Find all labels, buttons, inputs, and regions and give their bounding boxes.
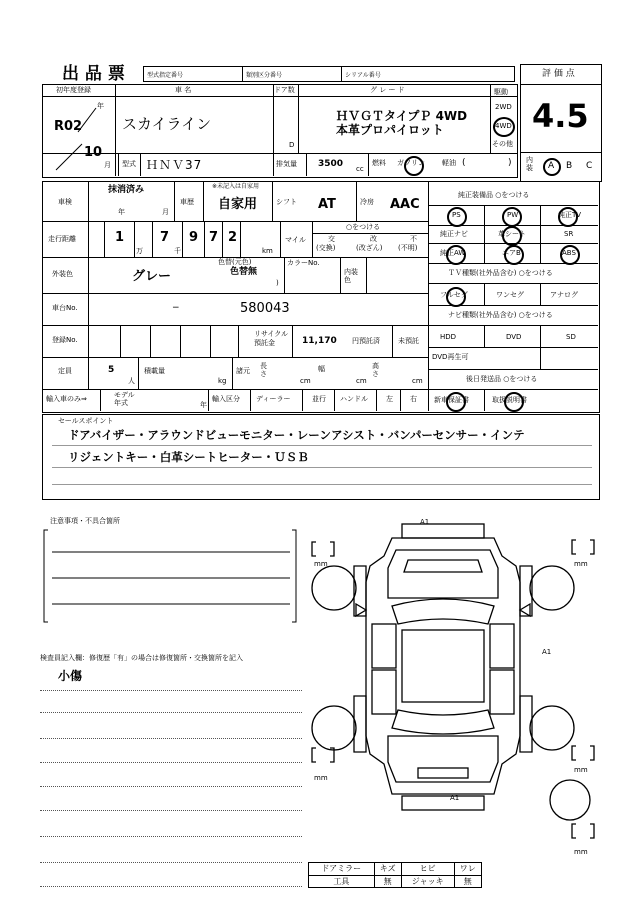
recycle-deposited: 円預託済: [352, 337, 380, 345]
dvd-play-label: DVD再生可: [432, 353, 469, 361]
legend-tools-value: 無: [374, 875, 401, 888]
capacity-label: 定員: [58, 367, 72, 375]
nav-sd: SD: [566, 333, 576, 341]
caution-label: 注意事項・不具合箇所: [50, 517, 120, 525]
height-label: 高さ: [372, 362, 379, 378]
chassis-value: 580043: [240, 301, 290, 316]
mm-label: mm: [314, 774, 328, 782]
damage-mark-rear: A1: [450, 794, 460, 802]
width-cm: cm: [356, 377, 367, 385]
displacement: 3500: [318, 159, 344, 169]
nav-dvd: DVD: [506, 333, 522, 341]
score-label: 評 価 点: [542, 69, 575, 79]
later-title: 後日発送品 ○をつける: [466, 375, 538, 383]
drive-2wd: 2WD: [495, 103, 512, 111]
equip-airbag-circle: [504, 245, 524, 265]
drive-4wd-circle: [493, 117, 515, 137]
sen-unit: 千: [174, 247, 181, 255]
capacity-value: 5: [108, 365, 115, 375]
tv-analog: アナログ: [550, 291, 578, 299]
legend-header-mirror: ドアミラー: [309, 863, 375, 876]
mile-opt-unknown: (不明): [398, 244, 418, 252]
later-manual: 取扱説明書: [492, 396, 527, 404]
height-cm: cm: [412, 377, 423, 385]
grade-label: グ レ ー ド: [370, 86, 405, 94]
history-value: 自家用: [218, 197, 258, 212]
inspector-value: 小傷: [58, 669, 83, 683]
equip-leather: 革シート: [498, 230, 526, 238]
mm-label: mm: [574, 848, 588, 856]
cooler-value: AAC: [390, 197, 420, 212]
shift-label: シフト: [276, 198, 297, 206]
later-manual-circle: [504, 392, 524, 412]
nav-hdd: HDD: [440, 333, 457, 341]
car-name: スカイライン: [122, 115, 212, 133]
equip-aw-circle: [446, 245, 466, 265]
date-slash: [52, 100, 112, 172]
length-cm: cm: [300, 377, 311, 385]
model-label: 型式: [122, 160, 136, 168]
tv-fullseg-circle: [446, 287, 466, 307]
inspector-label: 検査員記入欄：修復歴「有」の場合は修復箇所・交換箇所を記入: [40, 654, 243, 662]
equip-leather-circle: [502, 226, 522, 246]
drive-other: その他: [492, 140, 513, 148]
fuel-paren-close: ): [508, 158, 512, 168]
import-label: 輸入車のみ⇒: [46, 395, 87, 403]
repaint-value: 色替無: [230, 267, 258, 277]
grade-line2: 本革プロパイロット: [336, 123, 444, 137]
first-reg-month: 10: [84, 145, 103, 160]
sales-line2: リジェントキー・白革シートヒーター・ＵＳＢ: [68, 450, 309, 464]
inspection-month: 月: [162, 208, 169, 216]
fuel-paren-open: (: [462, 158, 466, 168]
equip-ps-circle: [447, 207, 467, 227]
interior-label: 内装: [526, 156, 533, 172]
fuel-gas: ガソリン: [397, 159, 425, 167]
model-year-label: モデル年式: [114, 391, 135, 407]
mileage-circle-note: ○をつける: [346, 223, 381, 231]
kg-unit: kg: [218, 377, 227, 385]
mile-mark-exchange: 交: [328, 235, 335, 243]
mileage-digit-4: 7: [209, 230, 219, 245]
dims-label: 諸元: [236, 367, 250, 375]
car-damage-diagram: [306, 506, 606, 856]
equipment-title: 純正装備品 ○をつける: [458, 191, 530, 199]
model-cert-label: 型式指定番号: [144, 67, 243, 82]
inspection-label: 車検: [58, 198, 72, 206]
mile-label: マイル: [285, 236, 306, 244]
later-warranty: 新車保証書: [434, 396, 469, 404]
history-note: ※未記入は自家用: [212, 183, 260, 190]
cc-unit: cc: [356, 165, 364, 173]
doors-label: ドア数: [274, 86, 295, 94]
person-unit: 人: [128, 377, 135, 385]
equip-ps: PS: [452, 211, 461, 219]
km-unit: km: [262, 247, 273, 255]
equip-pw: PW: [507, 211, 519, 219]
mile-opt-tamper: (改ざん): [356, 244, 383, 252]
mileage-label: 走行距離: [48, 235, 76, 243]
score-value: 4.5: [532, 97, 589, 135]
mm-label: mm: [574, 560, 588, 568]
recycle-value: 11,170: [302, 336, 337, 346]
handle-left: 左: [386, 395, 393, 403]
legend-jack-value: 無: [454, 875, 481, 888]
width-label: 幅: [318, 365, 325, 373]
header-id-table: [143, 66, 515, 82]
mm-label: mm: [574, 766, 588, 774]
nav-title: ナビ種類(社外品含む) ○をつける: [448, 311, 553, 319]
import-type-label: 輸入区分: [212, 395, 240, 403]
class-label: 類別区分番号: [243, 67, 342, 82]
repaint-paren-close: ): [276, 279, 279, 287]
interior-color-label: 内装色: [344, 268, 358, 284]
equip-navi: 純正ナビ: [440, 230, 468, 238]
serial-label: シリアル番号: [342, 67, 515, 82]
cooler-label: 冷房: [360, 198, 374, 206]
mm-label: mm: [314, 560, 328, 568]
equip-aw: 純正AW: [440, 249, 466, 257]
man-unit: 万: [136, 247, 143, 255]
legend-header-break: ワレ: [454, 863, 481, 876]
mileage-digit-2: 7: [160, 230, 170, 245]
caution-frame: [40, 526, 300, 626]
damage-mark-front: A1: [420, 518, 430, 526]
grade-line1: ＨＶＧＴタイプＰ 4WD: [336, 109, 468, 123]
tv-fullseg: フルセグ: [440, 291, 468, 299]
length-label: 長さ: [260, 362, 267, 378]
model-value: ＨＮＶ37: [146, 158, 203, 172]
handle-right: 右: [410, 395, 417, 403]
interior-a-circle: [543, 158, 561, 176]
year-unit: 年: [97, 102, 104, 110]
interior-b: B: [566, 161, 573, 171]
import-dealer: ディーラー: [256, 395, 291, 403]
later-warranty-circle: [446, 392, 466, 412]
exterior-label: 外装色: [52, 270, 73, 278]
load-label: 積載量: [144, 367, 165, 375]
sales-label: セールスポイント: [58, 417, 114, 425]
mile-mark-tamper: 改: [370, 235, 377, 243]
drive-4wd: 4WD: [495, 122, 512, 130]
month-unit: 月: [104, 161, 111, 169]
legend-tools-label: 工具: [309, 875, 375, 888]
legend-table: [308, 862, 482, 888]
legend-jack-label: ジャッキ: [401, 875, 454, 888]
mile-opt-exchange: (交換): [316, 244, 336, 252]
equip-airbag: エアB: [502, 249, 521, 257]
first-reg-era: R02: [54, 119, 83, 134]
mile-mark-unknown: 不: [410, 235, 417, 243]
recycle-label: リサイクル預託金: [254, 330, 289, 347]
tv-title: ＴＶ種類(社外品含む) ○をつける: [448, 269, 553, 277]
equip-sr: SR: [564, 230, 574, 238]
color-no-label: カラーNo.: [287, 259, 320, 267]
reg-label: 登録No.: [52, 336, 78, 344]
disp-label: 排気量: [276, 160, 297, 168]
mileage-digit-3: 9: [189, 230, 199, 245]
first-reg-label: 初年度登録: [56, 86, 91, 94]
equip-abs-circle: [560, 245, 580, 265]
inspection-value: 抹消済み: [108, 185, 145, 195]
import-parallel: 並行: [312, 395, 326, 403]
recycle-not: 未預託: [398, 337, 419, 345]
tv-oneseg: ワンセグ: [496, 291, 524, 299]
history-label: 車歴: [180, 198, 194, 206]
fuel-gas-circle: [404, 156, 424, 176]
fuel-diesel: 軽油: [442, 159, 456, 167]
exterior-value: グレー: [132, 269, 172, 284]
legend-header-scratch: キズ: [374, 863, 401, 876]
interior-a: A: [548, 161, 555, 171]
chassis-dash: −: [172, 303, 180, 313]
mileage-digit-1: 1: [115, 230, 125, 245]
repaint-label: 色替(元色): [218, 258, 252, 266]
drive-label: 駆動: [494, 88, 508, 96]
model-year-unit: 年: [200, 401, 207, 409]
damage-mark-side: A1: [542, 648, 552, 656]
legend-header-crack: ヒビ: [401, 863, 454, 876]
equip-tv-circle: [558, 207, 578, 227]
name-label: 車 名: [175, 86, 192, 94]
page-title: 出 品 票: [62, 64, 125, 84]
equip-pw-circle: [502, 207, 522, 227]
handle-label: ハンドル: [340, 395, 368, 403]
chassis-label: 車台No.: [52, 304, 78, 312]
equip-abs: ABS: [562, 249, 576, 257]
interior-c: C: [586, 161, 593, 171]
shift-value: AT: [318, 197, 336, 212]
sales-line1: ドアバイザー・アラウンドビューモニター・レーンアシスト・バンパーセンサー・インテ: [68, 428, 525, 442]
mileage-digit-5: 2: [228, 230, 238, 245]
inspection-year: 年: [118, 208, 125, 216]
door-d: D: [289, 141, 295, 149]
fuel-label: 燃料: [372, 159, 386, 167]
equip-tv: 純正TV: [558, 211, 582, 219]
